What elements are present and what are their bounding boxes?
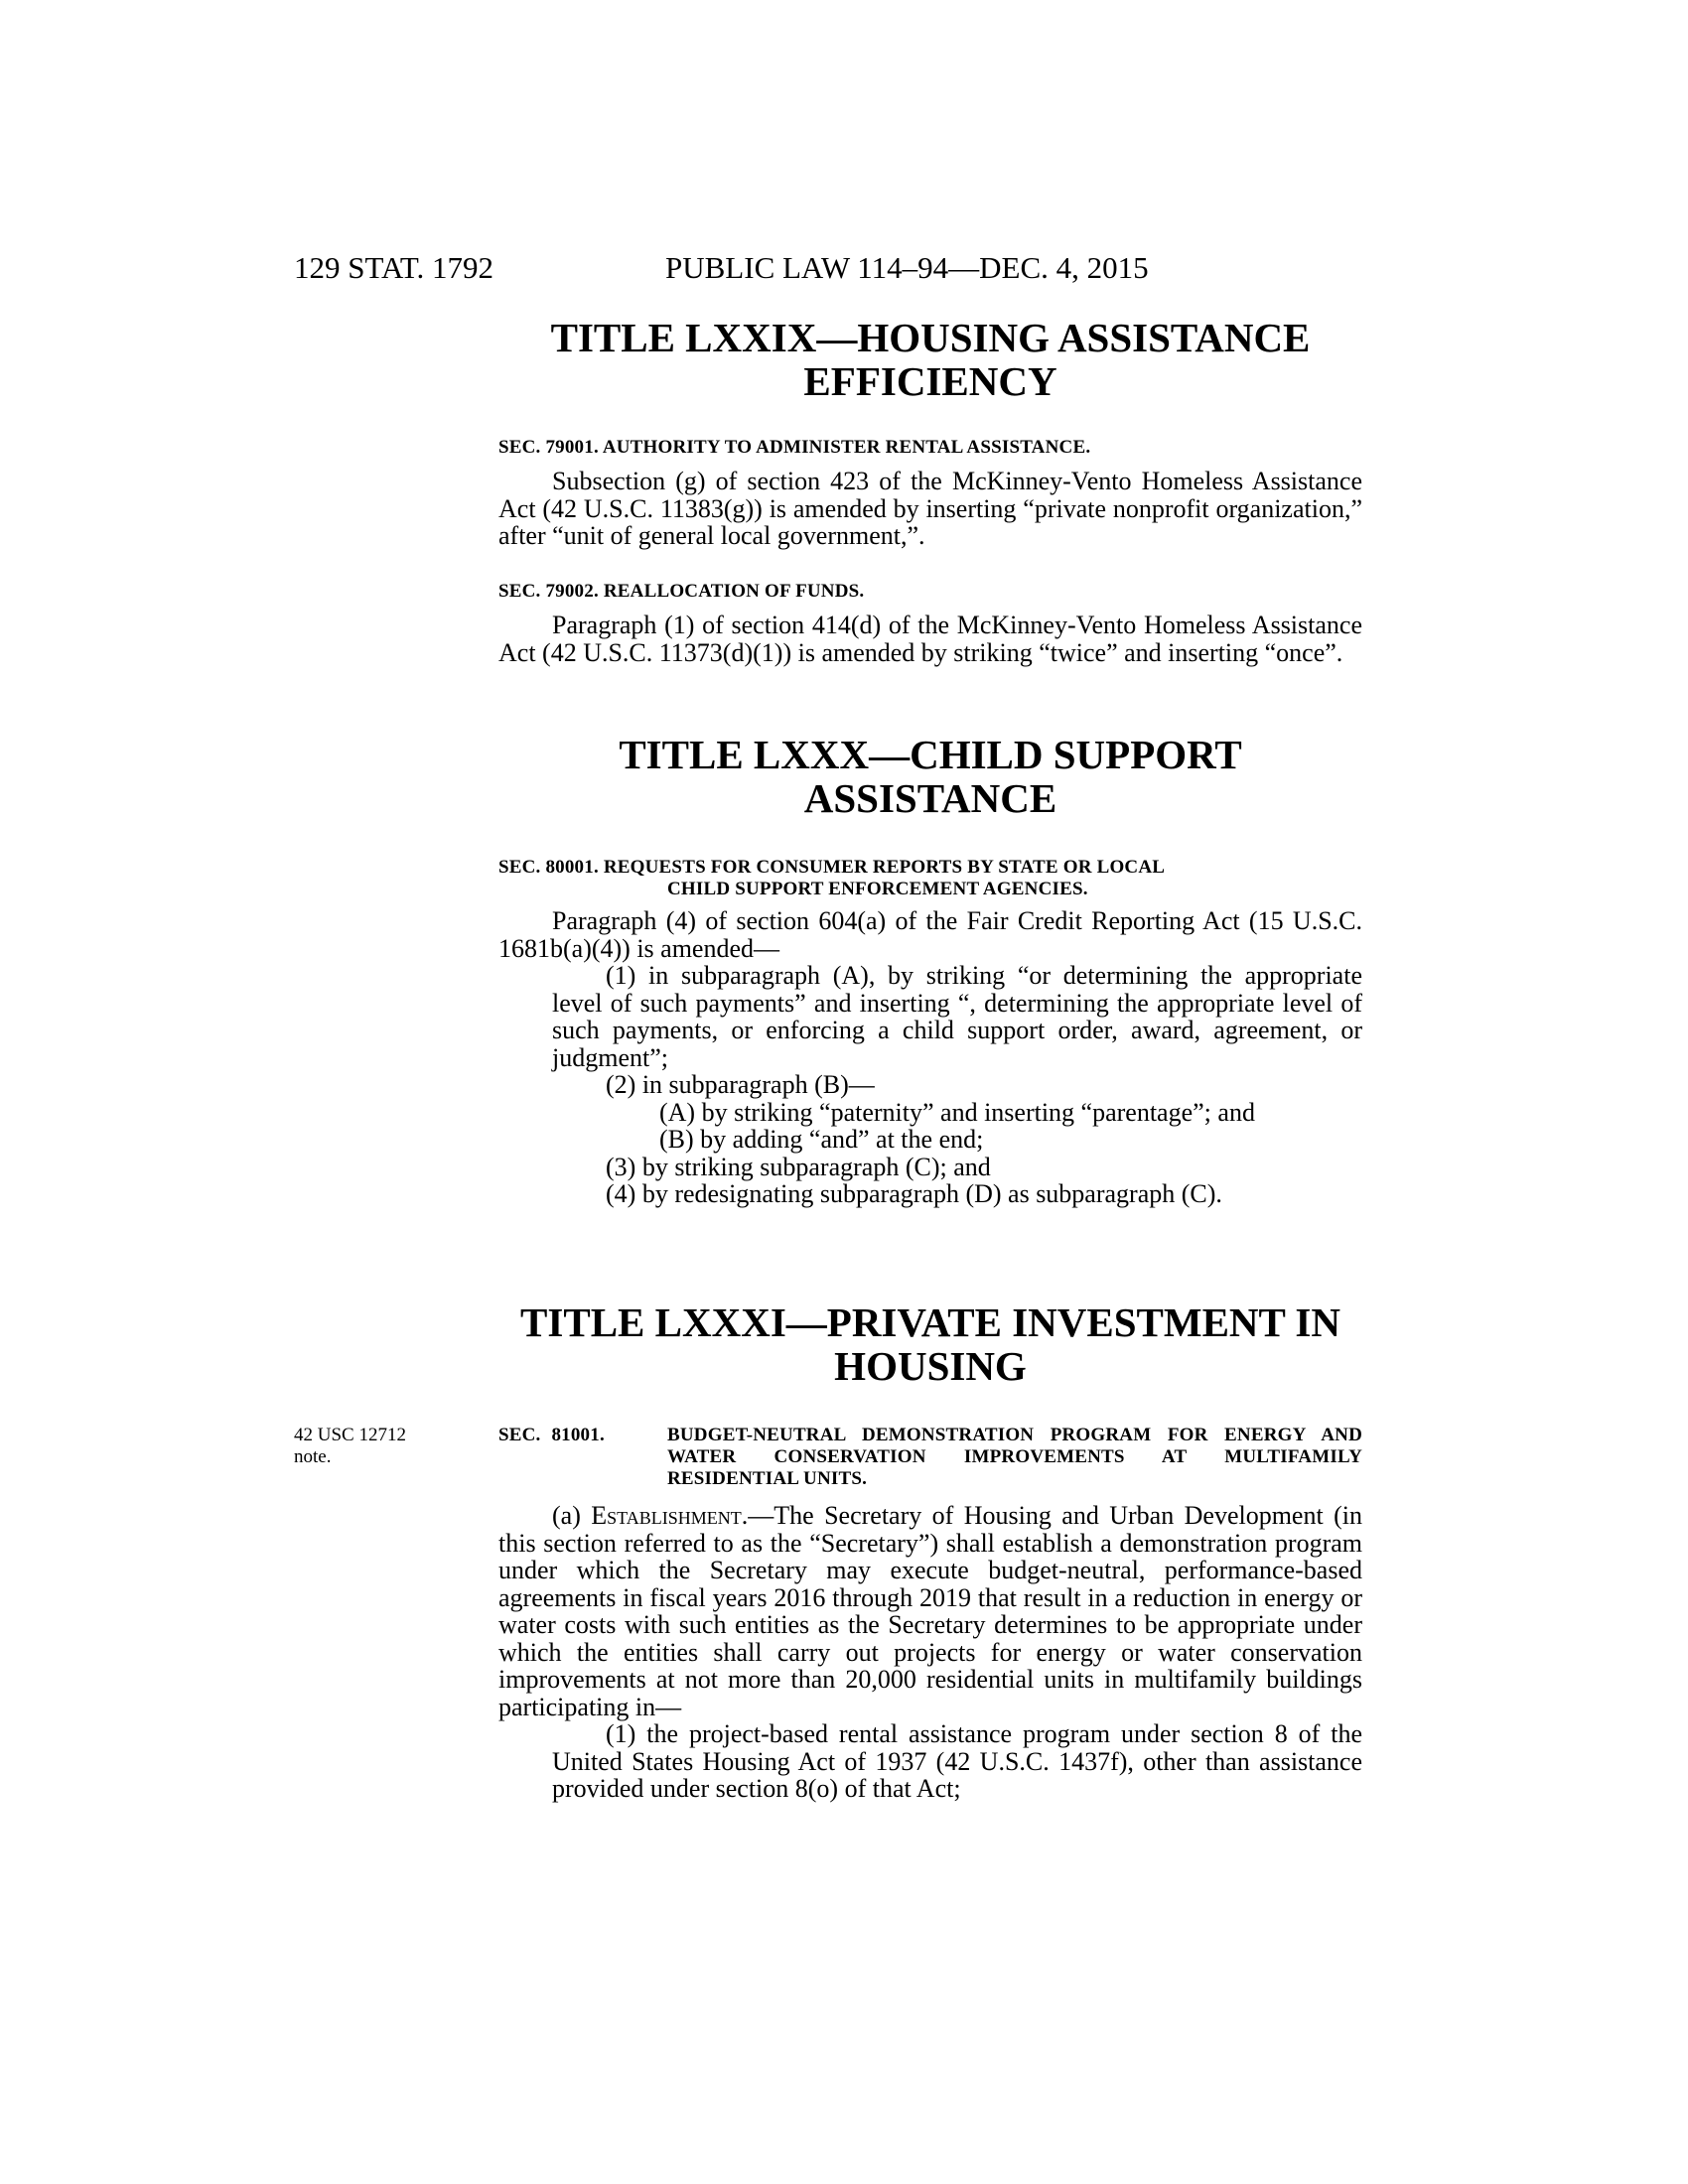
title-80-line2: ASSISTANCE [803, 775, 1057, 821]
section-81001-label: SEC. 81001. [498, 1425, 605, 1445]
title-81-line1: TITLE LXXXI—PRIVATE INVESTMENT IN [520, 1299, 1340, 1345]
section-80001-item2A: (A) by striking “paternity” and inserting “parentage”; and [659, 1097, 1255, 1127]
title-80-heading [498, 733, 1362, 820]
margin-note-line1: 42 USC 12712 [294, 1425, 406, 1445]
title-79-line2: EFFICIENCY [803, 358, 1057, 404]
title-81-heading [498, 1300, 1362, 1388]
section-80001-item2: (2) in subparagraph (B)— [606, 1070, 875, 1099]
para-a-heading: Establishment [591, 1501, 742, 1530]
section-80001 [498, 857, 1362, 1208]
section-80001-heading-line1: SEC. 80001. REQUESTS FOR CONSUMER REPORTS BY STATE OR LOCAL [498, 857, 1166, 878]
section-81001-title: BUDGET-NEUTRAL DEMONSTRATION PROGRAM FOR ENERGY AND WATER CONSERVATION IMPROVEMENTS AT MULTIFAMILY RESIDENTIAL UNITS. [667, 1425, 1362, 1489]
section-79002 [498, 581, 1362, 666]
section-80001-item2B: (B) by adding “and” at the end; [659, 1125, 984, 1154]
title-79-heading [498, 316, 1362, 403]
public-law-citation: PUBLIC LAW 114–94—DEC. 4, 2015 [665, 250, 1149, 285]
para-a-prefix: (a) [552, 1501, 592, 1530]
section-79002-heading: SEC. 79002. REALLOCATION OF FUNDS. [498, 581, 865, 602]
section-80001-intro: Paragraph (4) of section 604(a) of the Fair Credit Reporting Act (15 U.S.C. 1681b(a)(4)) is amended— [498, 906, 1362, 963]
section-81001 [498, 1425, 1362, 1803]
margin-note-line2: note. [294, 1446, 332, 1467]
section-79001 [498, 437, 1362, 550]
section-80001-item1: (1) in subparagraph (A), by striking “or determining the appropriate level of such payments” and inserting “, determining the appropriate level of such payments, or enforcing a child support order, award, agreement, or judgment”; [552, 961, 1362, 1072]
section-79001-text: Subsection (g) of section 423 of the McKinney-Vento Homeless Assistance Act (42 U.S.C. 11383(g)) is amended by inserting “private nonprofit organization,” after “unit of general local government,”. [498, 467, 1362, 550]
title-79-line1: TITLE LXXIX—HOUSING ASSISTANCE [550, 315, 1311, 360]
title-80-line1: TITLE LXXX—CHILD SUPPORT [619, 732, 1242, 777]
section-80001-heading-line2: CHILD SUPPORT ENFORCEMENT AGENCIES. [667, 879, 1088, 899]
statute-page-number: 129 STAT. 1792 [294, 250, 494, 285]
margin-note [294, 1425, 443, 1468]
title-81-line2: HOUSING [834, 1343, 1027, 1389]
section-79002-text: Paragraph (1) of section 414(d) of the McKinney-Vento Homeless Assistance Act (42 U.S.C. 11373(d)(1)) is amended by striking “twice” and inserting “once”. [498, 611, 1362, 667]
section-80001-item3: (3) by striking subparagraph (C); and [606, 1152, 991, 1181]
section-81001-para-a [498, 1502, 1362, 1720]
section-80001-item4: (4) by redesignating subparagraph (D) as subparagraph (C). [606, 1179, 1222, 1208]
section-81001-heading [498, 1425, 1362, 1490]
section-79001-heading: SEC. 79001. AUTHORITY TO ADMINISTER RENTAL ASSISTANCE. [498, 437, 1091, 458]
section-81001-item1: (1) the project-based rental assistance program under section 8 of the United States Housing Act of 1937 (42 U.S.C. 1437f), other than assistance provided under section 8(o) of that Act; [552, 1719, 1362, 1803]
para-a-text: .—The Secretary of Housing and Urban Development (in this section referred to as the “Secretary”) shall establish a demonstration program under which the Secretary may execute budget-neutral, performance-based agreements in fiscal years 2016 through 2019 that result in a reduction in energy or water costs with such entities as the Secretary determines to be appropriate under which the entities shall carry out projects for energy or water conservation improvements at not more than 20,000 residential units in multifamily buildings participating in— [498, 1501, 1362, 1721]
